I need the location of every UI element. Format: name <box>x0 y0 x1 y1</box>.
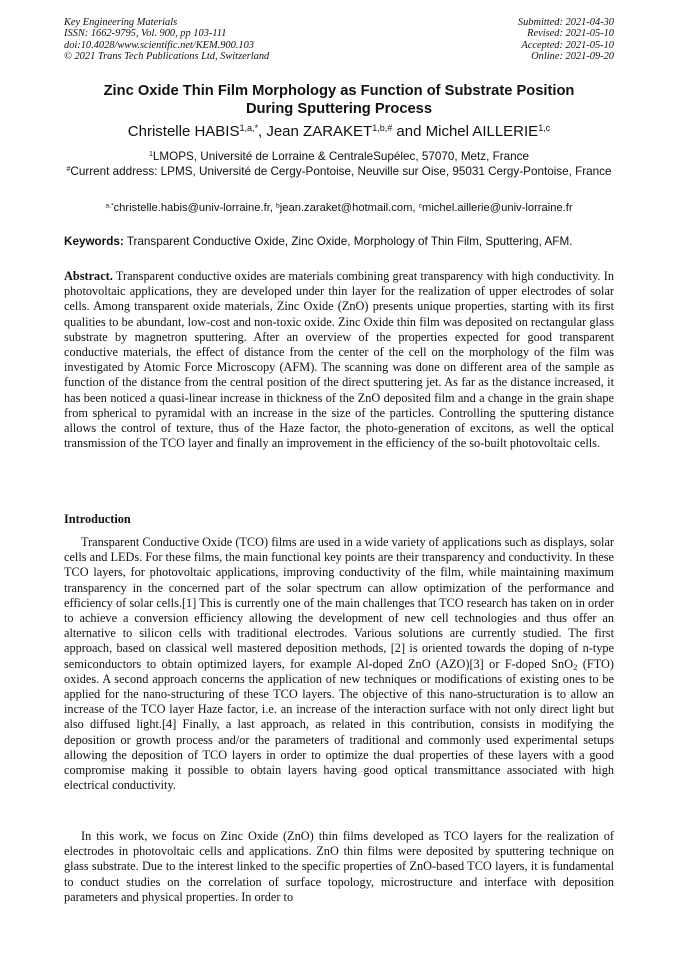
author-list <box>64 123 614 141</box>
author-separator: , <box>258 123 267 140</box>
author-separator: and <box>392 123 426 140</box>
paragraph-text: Transparent Conductive Oxide (TCO) films are used in a wide variety of applications such as displays, solar cells and LEDs. For these films, the main functional key points are their transparency and conductivity. In these TCO layers, for photovoltaic applications, improving conductivity of the film, while maintaining maximum transparency in the concerned part of the solar spectrum can allow optimization of the performance and efficiency of solar cells.[1] This is currently one of the main challenges that TCO research has taken on in order to achieve a conversion efficiency allowing the development of new cell technologies and thus offer an alternative to silicon cells with traditional electrodes. Various solutions are currently studied. The first approach, based on classical well mastered deposition methods, [2] is oriented towards the doping of n-type semiconductors to obtain optimized layers, for example Al-doped ZnO (AZO)[3] or F-doped SnO <box>64 535 614 671</box>
keywords <box>64 235 616 249</box>
date-accepted: Accepted: 2021-05-10 <box>521 39 614 51</box>
keywords-label: Keywords: <box>64 235 124 248</box>
author-affiliation-mark: 1,c <box>538 123 551 134</box>
title-line-1: Zinc Oxide Thin Film Morphology as Function of Substrate Position <box>103 83 575 99</box>
affiliation-mark: # <box>66 166 71 174</box>
abstract <box>64 269 614 451</box>
journal-name: Key Engineering Materials <box>64 17 178 28</box>
email-link[interactable]: jean.zaraket@hotmail.com <box>279 202 413 214</box>
email-link[interactable]: michel.aillerie@univ-lorraine.fr <box>422 202 573 214</box>
abstract-text: Transparent conductive oxides are materials combining great transparency with high conductivity. In photovoltaic applications, they are developed under thin layer for the realization of upper electrodes of solar cells. Among transparent oxide materials, Zinc Oxide (ZnO) presents unique properties, starting with its first qualities to be abundant, low-cost and non-toxic oxide. Zinc Oxide thin film was deposited on rectangular glass substrate by magnetron sputtering. After an overview of the properties expected for good transparent conductive materials, the effect of distance from the center of the cell on the morphology of the film was investigated by Atomic Force Microscopy (AFM). The scanning was done on different area of the sample as function of the distance from the central position of the direct sputtering jet. As far as the distance increased, it has been noticed a quasi-linear increase in thickness of the ZnO deposited film and a change in the grain shape from spherical to pyramidal with an increase in the size of the particles. Controlling the sputtering distance allows the control of texture, thus of the Haze factor, the photo-generation of excitons, as well the optical transmission of the TCO layer and finally an improvement in the efficiency of the so-built photovoltaic cells. <box>64 269 615 451</box>
paragraph-text: (FTO) oxides. A second approach concerns the application of new techniques or modifications of existing ones to be applied for the nano-structuring of these TCO layers. The objective of this nano-structuration is to allow an increase of the TCO layer Haze factor, i.e. an increase of the interaction surface with not only direct light but also diffused light.[4] Finally, a last approach, as related in this contribution, consists in modifying the deposition or growth process and/or the parameters of traditional and commonly used experimental setups allowing the deposition of TCO layers in order to optimize the dual properties of these layers with a good compromise making it possible to obtain layers having good optical transmittance associated with high electrical conductivity. <box>64 656 614 793</box>
subscript: 2 <box>573 661 578 672</box>
author-emails: $^{a,*}$christelle.habis@univ-lorraine.fr, $^b$jean.zaraket@hotmail.com, $^c$michel.aillerie@univ-lorraine.fr <box>105 202 573 214</box>
author-name: Christelle HABIS <box>127 123 240 140</box>
affiliation-mark: 1 <box>148 151 153 159</box>
introduction-paragraph-1 <box>64 535 614 793</box>
abstract-label: Abstract. <box>64 269 113 283</box>
author-name: Michel AILLERIE <box>425 123 539 140</box>
title-line-2: During Sputtering Process <box>245 101 433 117</box>
affiliation-2 <box>64 165 614 180</box>
journal-header-left <box>64 17 269 63</box>
journal-issn: ISSN: 1662-9795, Vol. 900, pp 103-111 <box>64 28 227 40</box>
date-submitted: Submitted: 2021-04-30 <box>517 17 614 28</box>
keywords-text: Transparent Conductive Oxide, Zinc Oxide, Morphology of Thin Film, Sputtering, AFM. <box>126 235 573 248</box>
journal-doi[interactable]: doi:10.4028/www.scientific.net/KEM.900.103 <box>64 39 254 51</box>
date-revised: Revised: 2021-05-10 <box>527 28 614 40</box>
affiliation-1 <box>64 150 614 165</box>
paper-title <box>64 82 614 118</box>
author-affiliation-mark: 1,a,* <box>239 123 258 134</box>
affiliation-text: Current address: LPMS, Université de Cergy-Pontoise, Neuville sur Oise, 95031 Cergy-Pontoise, France <box>70 165 612 178</box>
author-name: Jean ZARAKET <box>266 123 373 140</box>
journal-header-right <box>518 17 614 63</box>
journal-copyright: © 2021 Trans Tech Publications Ltd, Switzerland <box>64 51 270 63</box>
date-online: Online: 2021-09-20 <box>531 51 614 63</box>
introduction-paragraph-2: In this work, we focus on Zinc Oxide (ZnO) thin films developed as TCO layers for the realization of electrodes in photovoltaic cells and applications. ZnO thin films were deposited by sputtering technique on glass substrate. Due to the interest linked to the specific properties of ZnO-based TCO layers, it is fundamental to conduct studies on the correlation of surface topology, microstructure and interface with deposition parameters and physical properties. In order to <box>64 829 614 904</box>
email-link[interactable]: christelle.habis@univ-lorraine.fr <box>113 202 270 214</box>
email-mark: a,* <box>105 202 114 210</box>
affiliation-text: LMOPS, Université de Lorraine & CentraleSupélec, 57070, Metz, France <box>152 150 530 163</box>
author-affiliation-mark: 1,b,# <box>372 123 393 134</box>
email-mark: c <box>418 202 422 210</box>
email-mark: b <box>276 202 280 210</box>
section-heading-introduction: Introduction <box>64 512 131 526</box>
